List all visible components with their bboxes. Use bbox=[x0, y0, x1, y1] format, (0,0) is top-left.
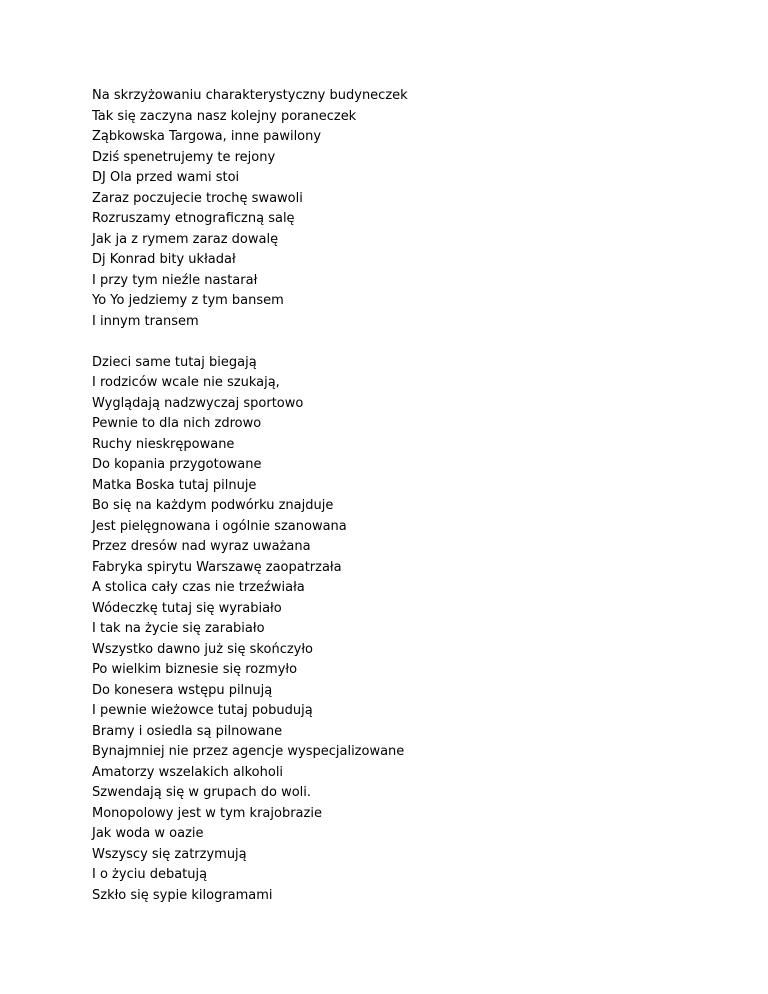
poem-line: Jest pielęgnowana i ogólnie szanowana bbox=[92, 518, 347, 534]
poem-line: Do kopania przygotowane bbox=[92, 457, 262, 472]
poem-line: Yo Yo jedziemy z tym bansem bbox=[92, 293, 284, 308]
poem-line: Wyglądają nadzwyczaj sportowo bbox=[92, 395, 304, 411]
poem-line: Ruchy nieskrępowane bbox=[92, 436, 235, 452]
poem-line: Jak woda w oazie bbox=[92, 826, 204, 841]
poem-line: Wszyscy się zatrzymują bbox=[92, 846, 247, 862]
poem-line: Tak się zaczyna nasz kolejny poraneczek bbox=[92, 108, 357, 124]
poem-line: Szwendają się w grupach do woli. bbox=[92, 785, 312, 800]
poem-line: Przez dresów nad wyraz uważana bbox=[92, 539, 311, 554]
poem-line: Monopolowy jest w tym krajobrazie bbox=[92, 805, 322, 821]
poem-line: Amatorzy wszelakich alkoholi bbox=[92, 764, 284, 780]
poem-line: I pewnie wieżowce tutaj pobudują bbox=[92, 703, 313, 718]
stanza-2 bbox=[92, 353, 712, 907]
stanza-1 bbox=[92, 86, 712, 332]
poem-line: Dziś spenetrujemy te rejony bbox=[92, 149, 276, 165]
poem-line: Rozruszamy etnograficzną salę bbox=[92, 211, 295, 226]
poem-line: Szkło się sypie kilogramami bbox=[92, 887, 273, 903]
poem-line: Bramy i osiedla są pilnowane bbox=[92, 723, 283, 739]
poem-line: I tak na życie się zarabiało bbox=[92, 621, 265, 636]
poem-line: I rodziców wcale nie szukają, bbox=[92, 375, 280, 390]
poem-line: Bynajmniej nie przez agencje wyspecjalizowane bbox=[92, 744, 405, 759]
poem-line: Fabryka spirytu Warszawę zaopatrzała bbox=[92, 559, 342, 575]
poem-line: Ząbkowska Targowa, inne pawilony bbox=[92, 129, 322, 144]
poem-line: I o życiu debatują bbox=[92, 867, 208, 882]
poem-line: I przy tym nieźle nastarał bbox=[92, 272, 258, 288]
poem-line: A stolica cały czas nie trzeźwiała bbox=[92, 580, 305, 595]
poem-line: Bo się na każdym podwórku znajduje bbox=[92, 498, 334, 513]
document-page bbox=[92, 86, 712, 906]
poem-line: Zaraz poczujecie trochę swawoli bbox=[92, 190, 303, 206]
poem-line: Matka Boska tutaj pilnuje bbox=[92, 477, 257, 493]
poem-line: Pewnie to dla nich zdrowo bbox=[92, 416, 262, 431]
poem-line: Dzieci same tutaj biegają bbox=[92, 354, 257, 370]
poem-line: DJ Ola przed wami stoi bbox=[92, 170, 240, 185]
poem-line: Po wielkim biznesie się rozmyło bbox=[92, 662, 298, 677]
poem-line: Jak ja z rymem zaraz dowalę bbox=[92, 231, 279, 247]
poem-line: I innym transem bbox=[92, 313, 199, 329]
poem-line: Do konesera wstępu pilnują bbox=[92, 682, 273, 698]
poem-line: Na skrzyżowaniu charakterystyczny budyneczek bbox=[92, 88, 408, 103]
poem-line: Wódeczkę tutaj się wyrabiało bbox=[92, 600, 282, 616]
poem-line: Dj Konrad bity układał bbox=[92, 252, 236, 267]
poem-line: Wszystko dawno już się skończyło bbox=[92, 641, 314, 657]
